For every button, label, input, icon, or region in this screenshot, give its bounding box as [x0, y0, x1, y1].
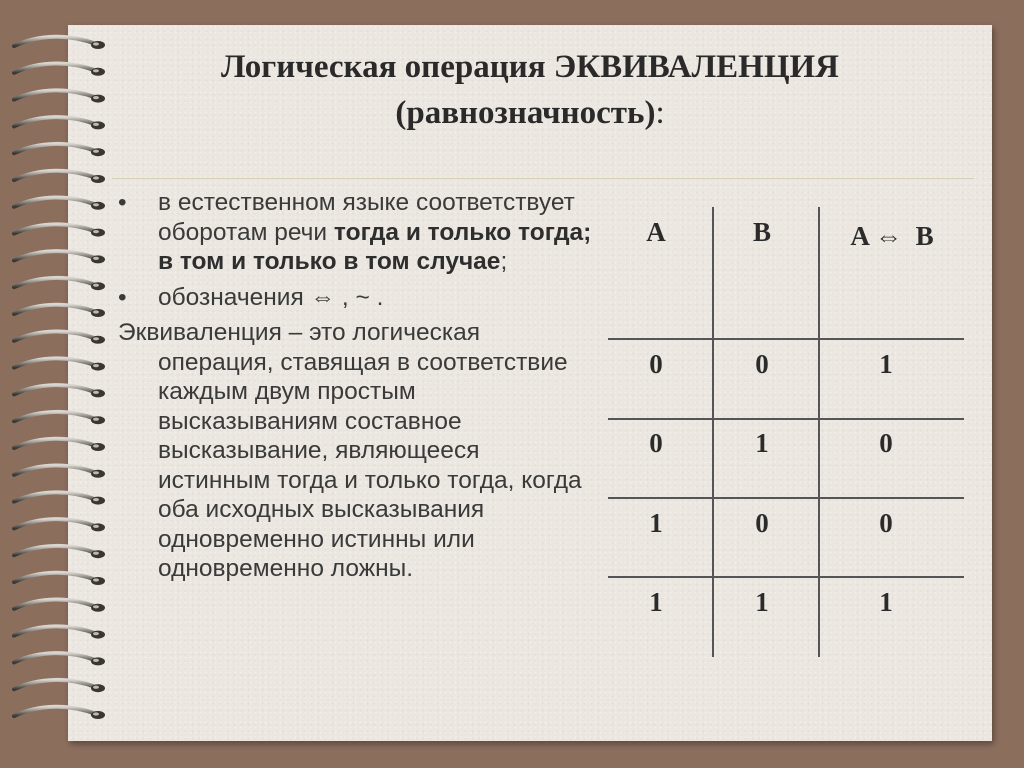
title-line-1: Логическая операция ЭКВИВАЛЕНЦИЯ — [220, 49, 840, 85]
bullet-notation — [118, 283, 598, 313]
spiral-ring — [14, 358, 105, 370]
table-cell: 0 — [755, 508, 769, 538]
table-cell: 1 — [755, 587, 769, 617]
table-cell: 0 — [649, 428, 663, 458]
table-divider — [608, 338, 964, 340]
header-a: A — [646, 217, 666, 247]
slide-title — [68, 44, 992, 136]
table-cell: 1 — [879, 349, 893, 379]
spiral-ring — [14, 251, 105, 263]
table-cell: 1 — [755, 428, 769, 458]
table-divider — [712, 207, 714, 657]
spiral-ring — [14, 492, 105, 504]
spiral-ring — [14, 198, 105, 210]
table-cell: 1 — [879, 587, 893, 617]
spiral-ring — [14, 278, 105, 290]
bullet-text-bold: тогда и только тогда; в том и только в том случае — [158, 218, 592, 275]
bullet-text: в естественном языке соответствует оборотам речи — [158, 189, 575, 246]
spiral-ring — [14, 600, 105, 612]
spiral-ring — [14, 519, 105, 531]
spiral-ring — [14, 144, 105, 156]
spiral-ring — [14, 305, 105, 317]
table-divider — [818, 207, 820, 657]
table-divider — [608, 418, 964, 420]
bullet-natural-language: • в естественном языке соответствует оборотам речи тогда и только тогда; в том и только в том случае; — [118, 189, 592, 275]
spiral-binding — [0, 30, 110, 742]
table-cell: 0 — [879, 428, 893, 458]
spiral-ring — [14, 171, 105, 183]
spiral-ring — [14, 653, 105, 665]
table-divider — [608, 576, 964, 578]
table-divider — [608, 497, 964, 499]
table-cell: 0 — [755, 349, 769, 379]
title-divider — [112, 178, 974, 179]
truth-table — [608, 207, 964, 657]
definition-text: Эквиваленция – это логическая операция, ставящая в соответствие каждым двум простым высказываниям составное высказывание, являющееся истинным тогда и только тогда, когда оба исходных высказывания одновременно истинны или одновременно ложны. — [118, 319, 582, 582]
spiral-ring — [14, 466, 105, 478]
body-text — [118, 188, 598, 584]
bullet-marker: • — [118, 283, 127, 311]
spiral-ring — [14, 332, 105, 344]
spiral-ring — [14, 224, 105, 236]
spiral-ring — [14, 680, 105, 692]
bullet-text: обозначения ⇔ , ~ . — [158, 283, 384, 311]
table-cell: 0 — [649, 349, 663, 379]
spiral-ring — [14, 439, 105, 451]
table-cell: 1 — [649, 587, 663, 617]
spiral-ring — [14, 707, 105, 719]
table-cell: 1 — [649, 508, 663, 538]
header-b: B — [752, 217, 771, 247]
header-a-equiv-b: A ⇔ B — [850, 221, 934, 251]
bullet-marker: • — [118, 189, 127, 216]
spiral-ring — [14, 573, 105, 585]
spiral-ring — [14, 412, 105, 424]
table-cell: 0 — [879, 508, 893, 538]
spiral-ring — [14, 626, 105, 638]
spiral-ring — [14, 546, 105, 558]
spiral-ring — [14, 385, 105, 397]
title-line-2: (равнозначность): — [395, 95, 665, 131]
